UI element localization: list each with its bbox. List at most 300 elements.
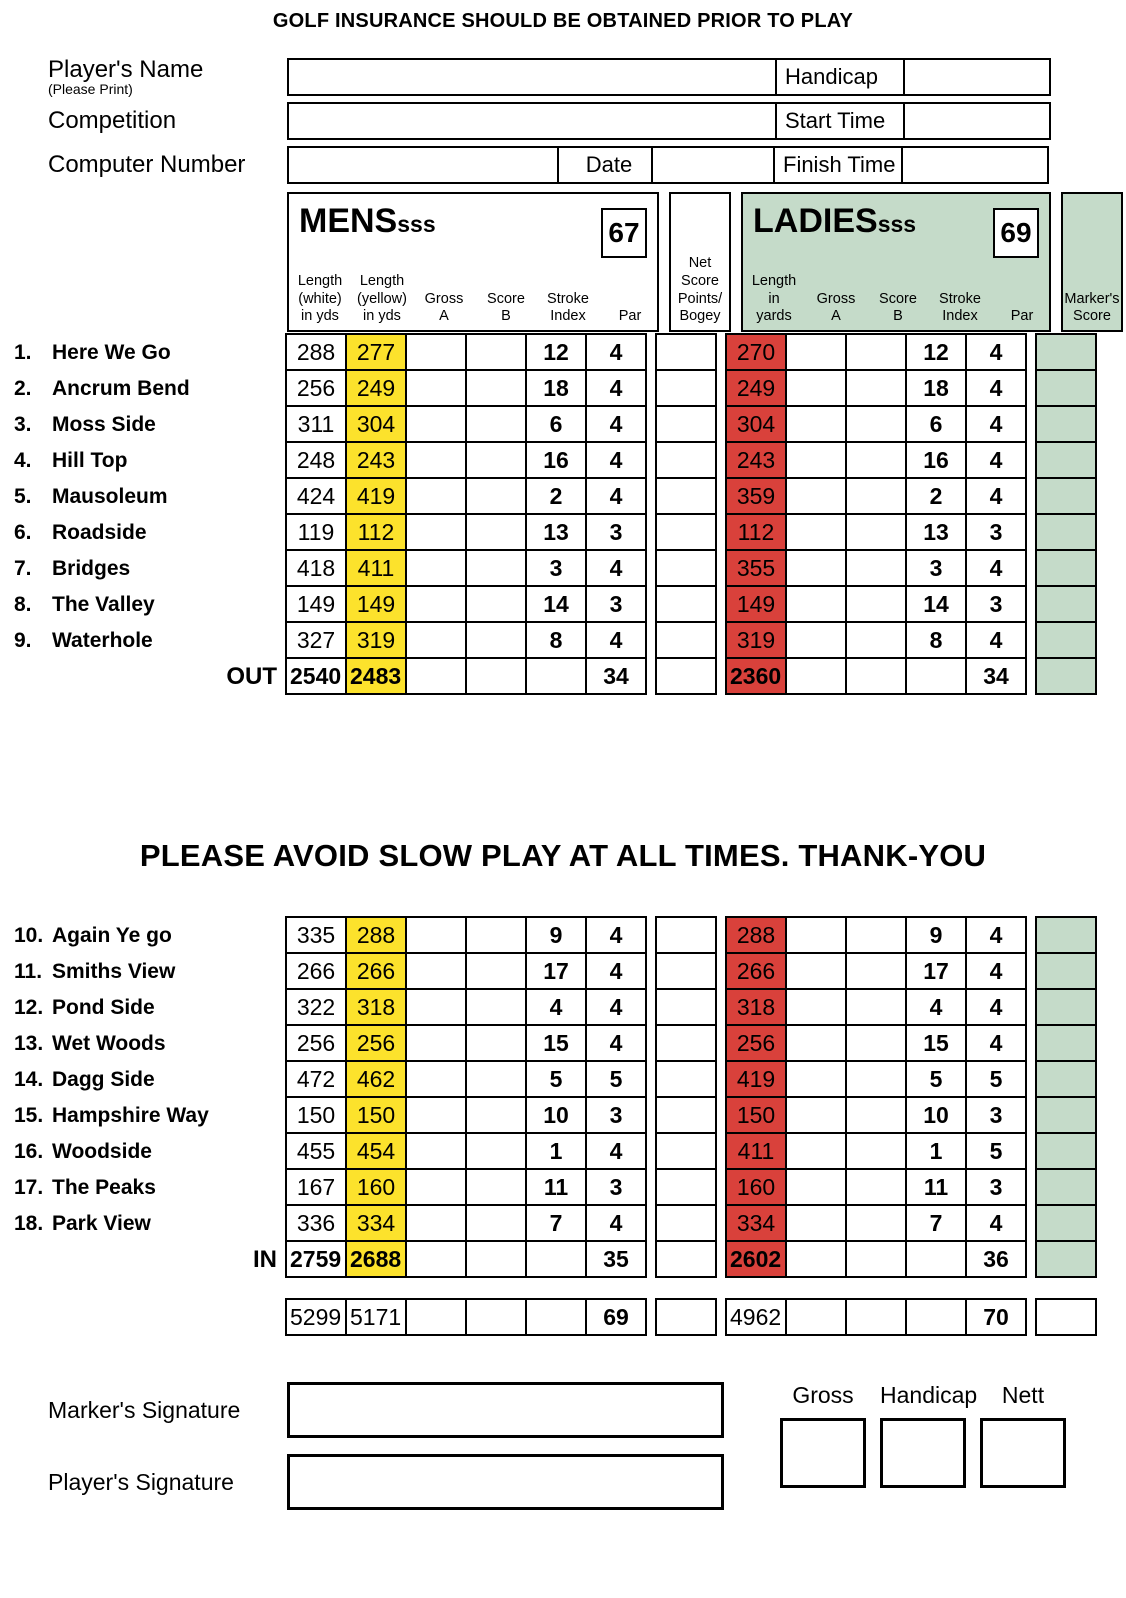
hole-ladies-gross-a-cell[interactable] bbox=[785, 621, 847, 659]
col-line-1: Length bbox=[297, 272, 343, 289]
hole-gross-a-cell[interactable] bbox=[405, 549, 467, 587]
hole-markers-score-cell[interactable] bbox=[1035, 549, 1097, 587]
hole-stroke-index-cell: 13 bbox=[525, 513, 587, 551]
nett-input[interactable] bbox=[980, 1418, 1066, 1488]
hole-ladies-stroke-index-cell: 4 bbox=[905, 988, 967, 1026]
hole-net-score-cell[interactable] bbox=[655, 549, 717, 587]
col-line-2: in bbox=[768, 290, 780, 307]
hole-white-yards-cell: 418 bbox=[285, 549, 347, 587]
hole-ladies-gross-a-cell[interactable] bbox=[785, 585, 847, 623]
hole-ladies-gross-a-cell[interactable] bbox=[785, 1204, 847, 1242]
col-line-3: Par bbox=[618, 308, 642, 325]
hole-yellow-yards-cell: 462 bbox=[345, 1060, 407, 1098]
hole-net-score-cell[interactable] bbox=[655, 988, 717, 1026]
hole-net-score-cell[interactable] bbox=[655, 333, 717, 371]
hole-par-cell: 4 bbox=[585, 441, 647, 479]
hole-ladies-gross-a-cell[interactable] bbox=[785, 549, 847, 587]
hole-gross-a-cell[interactable] bbox=[405, 988, 467, 1026]
hole-ladies-score-b-cell[interactable] bbox=[845, 513, 907, 551]
col-line-3: yards bbox=[756, 308, 792, 325]
hole-gross-a-cell[interactable] bbox=[405, 441, 467, 479]
hole-par-cell: 3 bbox=[585, 513, 647, 551]
hole-white-yards-cell: 256 bbox=[285, 1024, 347, 1062]
in-row-net-total-cell[interactable] bbox=[655, 1240, 717, 1278]
hole-ladies-score-b-cell[interactable] bbox=[845, 585, 907, 623]
hole-number: 2. bbox=[14, 377, 32, 400]
hole-gross-a-cell[interactable] bbox=[405, 1168, 467, 1206]
hole-yellow-yards-cell: 304 bbox=[345, 405, 407, 443]
hole-markers-score-cell[interactable] bbox=[1035, 405, 1097, 443]
hole-net-score-cell[interactable] bbox=[655, 513, 717, 551]
in-row-par-total-cell: 35 bbox=[585, 1240, 647, 1278]
grand-total-row-markers-total-cell[interactable] bbox=[1035, 1298, 1097, 1336]
hole-ladies-gross-a-cell[interactable] bbox=[785, 1132, 847, 1170]
hole-score-b-cell[interactable] bbox=[465, 1132, 527, 1170]
player-name-sublabel: (Please Print) bbox=[48, 81, 133, 98]
competition-input[interactable] bbox=[287, 102, 777, 140]
hole-ladies-score-b-cell[interactable] bbox=[845, 1024, 907, 1062]
hole-net-score-cell[interactable] bbox=[655, 952, 717, 990]
hole-ladies-score-b-cell[interactable] bbox=[845, 405, 907, 443]
markers-line-2: Score bbox=[1073, 308, 1111, 325]
hole-ladies-par-cell: 3 bbox=[965, 1168, 1027, 1206]
out-row-label: OUT bbox=[226, 663, 277, 690]
hole-stroke-index-cell: 5 bbox=[525, 1060, 587, 1098]
hole-white-yards-cell: 167 bbox=[285, 1168, 347, 1206]
hole-net-score-cell[interactable] bbox=[655, 916, 717, 954]
mens-title-group bbox=[299, 202, 436, 241]
hole-ladies-gross-a-cell[interactable] bbox=[785, 952, 847, 990]
hole-yellow-yards-cell: 411 bbox=[345, 549, 407, 587]
hole-score-b-cell[interactable] bbox=[465, 1204, 527, 1242]
summary-handicap-input[interactable] bbox=[880, 1418, 966, 1488]
hole-net-score-cell[interactable] bbox=[655, 441, 717, 479]
in-row-white-total-cell: 2759 bbox=[285, 1240, 347, 1278]
hole-ladies-gross-a-cell[interactable] bbox=[785, 477, 847, 515]
hole-ladies-yards-cell: 411 bbox=[725, 1132, 787, 1170]
hole-name: Hill Top bbox=[52, 449, 128, 472]
hole-ladies-yards-cell: 112 bbox=[725, 513, 787, 551]
hole-gross-a-cell[interactable] bbox=[405, 405, 467, 443]
col-score-b bbox=[475, 273, 537, 326]
hole-gross-a-cell[interactable] bbox=[405, 1204, 467, 1242]
hole-yellow-yards-cell: 243 bbox=[345, 441, 407, 479]
out-row-ladies-stroke-index-total-cell bbox=[905, 657, 967, 695]
hole-stroke-index-cell: 11 bbox=[525, 1168, 587, 1206]
hole-score-b-cell[interactable] bbox=[465, 1060, 527, 1098]
hole-markers-score-cell[interactable] bbox=[1035, 988, 1097, 1026]
hole-score-b-cell[interactable] bbox=[465, 477, 527, 515]
in-row-gross-a-total-cell[interactable] bbox=[405, 1240, 467, 1278]
hole-stroke-index-cell: 6 bbox=[525, 405, 587, 443]
hole-ladies-score-b-cell[interactable] bbox=[845, 333, 907, 371]
hole-par-cell: 5 bbox=[585, 1060, 647, 1098]
start-time-label: Start Time bbox=[775, 102, 905, 140]
hole-score-b-cell[interactable] bbox=[465, 405, 527, 443]
player-signature-input[interactable] bbox=[287, 1454, 724, 1510]
hole-net-score-cell[interactable] bbox=[655, 405, 717, 443]
hole-ladies-score-b-cell[interactable] bbox=[845, 621, 907, 659]
hole-ladies-yards-cell: 243 bbox=[725, 441, 787, 479]
ladies-title-group bbox=[753, 202, 916, 241]
hole-markers-score-cell[interactable] bbox=[1035, 1096, 1097, 1134]
hole-number: 13. bbox=[14, 1032, 44, 1055]
hole-number: 8. bbox=[14, 593, 32, 616]
net-line-4: Bogey bbox=[679, 308, 721, 325]
hole-ladies-yards-cell: 334 bbox=[725, 1204, 787, 1242]
hole-ladies-stroke-index-cell: 17 bbox=[905, 952, 967, 990]
hole-stroke-index-cell: 9 bbox=[525, 916, 587, 954]
hole-ladies-yards-cell: 150 bbox=[725, 1096, 787, 1134]
hole-stroke-index-cell: 17 bbox=[525, 952, 587, 990]
grand-total-row-net-total-cell[interactable] bbox=[655, 1298, 717, 1336]
hole-markers-score-cell[interactable] bbox=[1035, 1024, 1097, 1062]
hole-ladies-score-b-cell[interactable] bbox=[845, 1168, 907, 1206]
grand-total-row-score-b-total-cell[interactable] bbox=[465, 1298, 527, 1336]
hole-markers-score-cell[interactable] bbox=[1035, 1060, 1097, 1098]
hole-ladies-stroke-index-cell: 14 bbox=[905, 585, 967, 623]
hole-gross-a-cell[interactable] bbox=[405, 916, 467, 954]
in-row-ladies-score-b-total-cell[interactable] bbox=[845, 1240, 907, 1278]
hole-stroke-index-cell: 12 bbox=[525, 333, 587, 371]
hole-net-score-cell[interactable] bbox=[655, 585, 717, 623]
col-line-2: Score bbox=[487, 290, 525, 307]
table-row bbox=[0, 515, 1126, 551]
hole-white-yards-cell: 327 bbox=[285, 621, 347, 659]
hole-ladies-par-cell: 4 bbox=[965, 477, 1027, 515]
hole-white-yards-cell: 336 bbox=[285, 1204, 347, 1242]
table-row bbox=[0, 1134, 1126, 1170]
header-gap-2 bbox=[731, 192, 741, 332]
mens-column-labels bbox=[289, 273, 657, 326]
hole-name: The Valley bbox=[52, 593, 155, 616]
nett-label: Nett bbox=[1001, 1382, 1045, 1408]
col-line-2: (yellow) bbox=[357, 290, 407, 307]
in-row-yellow-total-cell: 2688 bbox=[345, 1240, 407, 1278]
date-input[interactable] bbox=[651, 146, 775, 184]
col-line-3: B bbox=[501, 308, 511, 325]
hole-ladies-yards-cell: 266 bbox=[725, 952, 787, 990]
hole-name: Here We Go bbox=[52, 341, 171, 364]
hole-ladies-score-b-cell[interactable] bbox=[845, 988, 907, 1026]
table-row bbox=[0, 1206, 1126, 1242]
hole-yellow-yards-cell: 277 bbox=[345, 333, 407, 371]
computer-number-row bbox=[0, 146, 1126, 184]
hole-gross-a-cell[interactable] bbox=[405, 1096, 467, 1134]
hole-gross-a-cell[interactable] bbox=[405, 1060, 467, 1098]
hole-markers-score-cell[interactable] bbox=[1035, 513, 1097, 551]
hole-name-cell bbox=[0, 479, 287, 515]
hole-markers-score-cell[interactable] bbox=[1035, 1204, 1097, 1242]
slow-play-notice: PLEASE AVOID SLOW PLAY AT ALL TIMES. THANK-YOU bbox=[139, 838, 987, 873]
hole-net-score-cell[interactable] bbox=[655, 1168, 717, 1206]
hole-number: 3. bbox=[14, 413, 32, 436]
hole-net-score-cell[interactable] bbox=[655, 1096, 717, 1134]
hole-markers-score-cell[interactable] bbox=[1035, 621, 1097, 659]
hole-name-cell bbox=[0, 371, 287, 407]
hole-ladies-score-b-cell[interactable] bbox=[845, 369, 907, 407]
summary-handicap-label: Handicap bbox=[880, 1382, 978, 1408]
hole-stroke-index-cell: 18 bbox=[525, 369, 587, 407]
player-name-row bbox=[0, 58, 1126, 96]
hole-score-b-cell[interactable] bbox=[465, 333, 527, 371]
grand-total-row-ladies-score-b-total-cell[interactable] bbox=[845, 1298, 907, 1336]
grand-total-row-gross-a-total-cell[interactable] bbox=[405, 1298, 467, 1336]
hole-ladies-stroke-index-cell: 8 bbox=[905, 621, 967, 659]
hole-name: Hampshire Way bbox=[52, 1104, 209, 1127]
out-row-net-total-cell[interactable] bbox=[655, 657, 717, 695]
out-row-ladies-par-total-cell: 34 bbox=[965, 657, 1027, 695]
hole-score-b-cell[interactable] bbox=[465, 369, 527, 407]
hole-net-score-cell[interactable] bbox=[655, 621, 717, 659]
hole-number: 11. bbox=[14, 960, 43, 983]
col-length-yellow bbox=[351, 273, 413, 326]
competition-row bbox=[0, 102, 1126, 140]
hole-ladies-score-b-cell[interactable] bbox=[845, 441, 907, 479]
finish-time-input[interactable] bbox=[901, 146, 1049, 184]
hole-net-score-cell[interactable] bbox=[655, 477, 717, 515]
hole-ladies-stroke-index-cell: 10 bbox=[905, 1096, 967, 1134]
hole-score-b-cell[interactable] bbox=[465, 916, 527, 954]
hole-markers-score-cell[interactable] bbox=[1035, 585, 1097, 623]
start-time-input[interactable] bbox=[903, 102, 1051, 140]
table-row bbox=[0, 587, 1126, 623]
col-line-2: Stroke bbox=[939, 290, 981, 307]
hole-name-cell bbox=[0, 335, 287, 371]
hole-score-b-cell[interactable] bbox=[465, 585, 527, 623]
hole-gross-a-cell[interactable] bbox=[405, 333, 467, 371]
hole-ladies-yards-cell: 160 bbox=[725, 1168, 787, 1206]
hole-name-cell bbox=[0, 1098, 287, 1134]
insurance-banner: GOLF INSURANCE SHOULD BE OBTAINED PRIOR TO PLAY bbox=[272, 10, 854, 32]
hole-markers-score-cell[interactable] bbox=[1035, 441, 1097, 479]
hole-ladies-stroke-index-cell: 5 bbox=[905, 1060, 967, 1098]
hole-name-cell bbox=[0, 515, 287, 551]
out-row-markers-total-cell[interactable] bbox=[1035, 657, 1097, 695]
mens-sss-word: sss bbox=[397, 211, 436, 237]
hole-ladies-score-b-cell[interactable] bbox=[845, 549, 907, 587]
hole-ladies-par-cell: 4 bbox=[965, 621, 1027, 659]
table-row bbox=[0, 479, 1126, 515]
summary-headers bbox=[780, 1382, 1066, 1409]
hole-score-b-cell[interactable] bbox=[465, 1096, 527, 1134]
hole-ladies-par-cell: 4 bbox=[965, 988, 1027, 1026]
hole-number: 14. bbox=[14, 1068, 44, 1091]
hole-markers-score-cell[interactable] bbox=[1035, 1132, 1097, 1170]
marker-signature-input[interactable] bbox=[287, 1382, 724, 1438]
hole-gross-a-cell[interactable] bbox=[405, 585, 467, 623]
hole-ladies-par-cell: 4 bbox=[965, 549, 1027, 587]
table-row bbox=[0, 407, 1126, 443]
hole-markers-score-cell[interactable] bbox=[1035, 369, 1097, 407]
col-line-3: A bbox=[439, 308, 449, 325]
hole-gross-a-cell[interactable] bbox=[405, 513, 467, 551]
in-row-ladies-stroke-index-total-cell bbox=[905, 1240, 967, 1278]
in-row-ladies-gross-a-total-cell[interactable] bbox=[785, 1240, 847, 1278]
in-row-markers-total-cell[interactable] bbox=[1035, 1240, 1097, 1278]
hole-ladies-gross-a-cell[interactable] bbox=[785, 369, 847, 407]
hole-ladies-stroke-index-cell: 18 bbox=[905, 369, 967, 407]
totals-spacer bbox=[0, 1278, 1126, 1300]
hole-score-b-cell[interactable] bbox=[465, 513, 527, 551]
hole-ladies-score-b-cell[interactable] bbox=[845, 1060, 907, 1098]
hole-ladies-score-b-cell[interactable] bbox=[845, 1132, 907, 1170]
hole-net-score-cell[interactable] bbox=[655, 1060, 717, 1098]
hole-score-b-cell[interactable] bbox=[465, 952, 527, 990]
competition-label: Competition bbox=[48, 107, 177, 135]
signature-section bbox=[0, 1382, 1126, 1526]
hole-ladies-gross-a-cell[interactable] bbox=[785, 1168, 847, 1206]
hole-ladies-par-cell: 3 bbox=[965, 1096, 1027, 1134]
out-row-score-b-total-cell[interactable] bbox=[465, 657, 527, 695]
hole-ladies-yards-cell: 304 bbox=[725, 405, 787, 443]
hole-net-score-cell[interactable] bbox=[655, 1132, 717, 1170]
hole-white-yards-cell: 266 bbox=[285, 952, 347, 990]
hole-white-yards-cell: 150 bbox=[285, 1096, 347, 1134]
hole-ladies-gross-a-cell[interactable] bbox=[785, 441, 847, 479]
grand-total-row-ladies-yards-total-cell: 4962 bbox=[725, 1298, 787, 1336]
hole-gross-a-cell[interactable] bbox=[405, 369, 467, 407]
hole-stroke-index-cell: 7 bbox=[525, 1204, 587, 1242]
hole-stroke-index-cell: 4 bbox=[525, 988, 587, 1026]
hole-yellow-yards-cell: 112 bbox=[345, 513, 407, 551]
hole-gross-a-cell[interactable] bbox=[405, 952, 467, 990]
hole-ladies-score-b-cell[interactable] bbox=[845, 952, 907, 990]
col-ladies-score-b bbox=[867, 273, 929, 326]
hole-par-cell: 3 bbox=[585, 1096, 647, 1134]
hole-stroke-index-cell: 3 bbox=[525, 549, 587, 587]
in-row-ladies-par-total-cell: 36 bbox=[965, 1240, 1027, 1278]
grand-total-row-ladies-gross-a-total-cell[interactable] bbox=[785, 1298, 847, 1336]
hole-ladies-gross-a-cell[interactable] bbox=[785, 1024, 847, 1062]
gross-input[interactable] bbox=[780, 1418, 866, 1488]
hole-ladies-yards-cell: 270 bbox=[725, 333, 787, 371]
hole-gross-a-cell[interactable] bbox=[405, 477, 467, 515]
table-row bbox=[0, 1170, 1126, 1206]
mens-sss-value: 67 bbox=[601, 208, 647, 258]
hole-ladies-score-b-cell[interactable] bbox=[845, 1096, 907, 1134]
out-row-stroke-index-total-cell bbox=[525, 657, 587, 695]
hole-score-b-cell[interactable] bbox=[465, 988, 527, 1026]
hole-gross-a-cell[interactable] bbox=[405, 621, 467, 659]
hole-ladies-yards-cell: 288 bbox=[725, 916, 787, 954]
hole-ladies-gross-a-cell[interactable] bbox=[785, 1096, 847, 1134]
hole-name-cell bbox=[0, 990, 287, 1026]
hole-markers-score-cell[interactable] bbox=[1035, 1168, 1097, 1206]
col-line-3: Index bbox=[550, 308, 586, 325]
table-row bbox=[0, 990, 1126, 1026]
hole-name-cell bbox=[0, 954, 287, 990]
ladies-header-panel bbox=[741, 192, 1051, 332]
hole-gross-a-cell[interactable] bbox=[405, 1024, 467, 1062]
hole-ladies-yards-cell: 249 bbox=[725, 369, 787, 407]
hole-ladies-gross-a-cell[interactable] bbox=[785, 1060, 847, 1098]
computer-number-input[interactable] bbox=[287, 146, 559, 184]
hole-score-b-cell[interactable] bbox=[465, 621, 527, 659]
hole-name: Park View bbox=[52, 1212, 151, 1235]
hole-ladies-gross-a-cell[interactable] bbox=[785, 405, 847, 443]
col-line-2: (white) bbox=[298, 290, 342, 307]
hole-ladies-gross-a-cell[interactable] bbox=[785, 988, 847, 1026]
header-spacer bbox=[0, 192, 287, 332]
markers-line-1: Marker's bbox=[1064, 290, 1120, 307]
player-signature-label: Player's Signature bbox=[48, 1468, 234, 1495]
in-row-score-b-total-cell[interactable] bbox=[465, 1240, 527, 1278]
col-line-1: Length bbox=[751, 272, 797, 289]
hole-ladies-gross-a-cell[interactable] bbox=[785, 333, 847, 371]
hole-score-b-cell[interactable] bbox=[465, 441, 527, 479]
col-line-3: Index bbox=[942, 308, 978, 325]
hole-number: 5. bbox=[14, 485, 32, 508]
hole-yellow-yards-cell: 318 bbox=[345, 988, 407, 1026]
col-line-2: Score bbox=[879, 290, 917, 307]
hole-score-b-cell[interactable] bbox=[465, 549, 527, 587]
net-column-labels bbox=[671, 255, 729, 326]
hole-net-score-cell[interactable] bbox=[655, 1204, 717, 1242]
net-line-1: Net bbox=[688, 255, 712, 272]
hole-white-yards-cell: 248 bbox=[285, 441, 347, 479]
hole-markers-score-cell[interactable] bbox=[1035, 333, 1097, 371]
player-info-block bbox=[0, 58, 1126, 190]
hole-name: Wet Woods bbox=[52, 1032, 166, 1055]
hole-name-cell bbox=[0, 1206, 287, 1242]
hole-par-cell: 4 bbox=[585, 1204, 647, 1242]
ladies-sss-word: sss bbox=[877, 211, 917, 237]
hole-par-cell: 4 bbox=[585, 369, 647, 407]
hole-ladies-par-cell: 4 bbox=[965, 333, 1027, 371]
handicap-input[interactable] bbox=[903, 58, 1051, 96]
out-row-par-total-cell: 34 bbox=[585, 657, 647, 695]
out-row-ladies-gross-a-total-cell[interactable] bbox=[785, 657, 847, 695]
hole-net-score-cell[interactable] bbox=[655, 1024, 717, 1062]
hole-ladies-gross-a-cell[interactable] bbox=[785, 916, 847, 954]
hole-markers-score-cell[interactable] bbox=[1035, 952, 1097, 990]
player-name-input[interactable] bbox=[287, 58, 777, 96]
out-row-gross-a-total-cell[interactable] bbox=[405, 657, 467, 695]
hole-markers-score-cell[interactable] bbox=[1035, 477, 1097, 515]
hole-white-yards-cell: 288 bbox=[285, 333, 347, 371]
hole-name: Roadside bbox=[52, 521, 147, 544]
hole-ladies-score-b-cell[interactable] bbox=[845, 477, 907, 515]
hole-ladies-par-cell: 3 bbox=[965, 513, 1027, 551]
hole-gross-a-cell[interactable] bbox=[405, 1132, 467, 1170]
hole-ladies-par-cell: 4 bbox=[965, 952, 1027, 990]
col-line-1: Length bbox=[359, 272, 405, 289]
hole-markers-score-cell[interactable] bbox=[1035, 916, 1097, 954]
hole-ladies-par-cell: 5 bbox=[965, 1060, 1027, 1098]
hole-number: 12. bbox=[14, 996, 44, 1019]
table-row bbox=[0, 551, 1126, 587]
grand-total-row-stroke-index-total-cell bbox=[525, 1298, 587, 1336]
hole-yellow-yards-cell: 149 bbox=[345, 585, 407, 623]
hole-ladies-score-b-cell[interactable] bbox=[845, 916, 907, 954]
hole-yellow-yards-cell: 150 bbox=[345, 1096, 407, 1134]
out-row-ladies-score-b-total-cell[interactable] bbox=[845, 657, 907, 695]
hole-score-b-cell[interactable] bbox=[465, 1168, 527, 1206]
date-label: Date bbox=[557, 146, 653, 184]
hole-ladies-score-b-cell[interactable] bbox=[845, 1204, 907, 1242]
hole-score-b-cell[interactable] bbox=[465, 1024, 527, 1062]
hole-ladies-stroke-index-cell: 12 bbox=[905, 333, 967, 371]
out-row-white-total-cell: 2540 bbox=[285, 657, 347, 695]
hole-ladies-stroke-index-cell: 6 bbox=[905, 405, 967, 443]
hole-par-cell: 4 bbox=[585, 549, 647, 587]
hole-ladies-gross-a-cell[interactable] bbox=[785, 513, 847, 551]
net-score-header-panel bbox=[669, 192, 731, 332]
hole-net-score-cell[interactable] bbox=[655, 369, 717, 407]
hole-name-cell bbox=[0, 1170, 287, 1206]
col-line-3: Par bbox=[1010, 308, 1034, 325]
